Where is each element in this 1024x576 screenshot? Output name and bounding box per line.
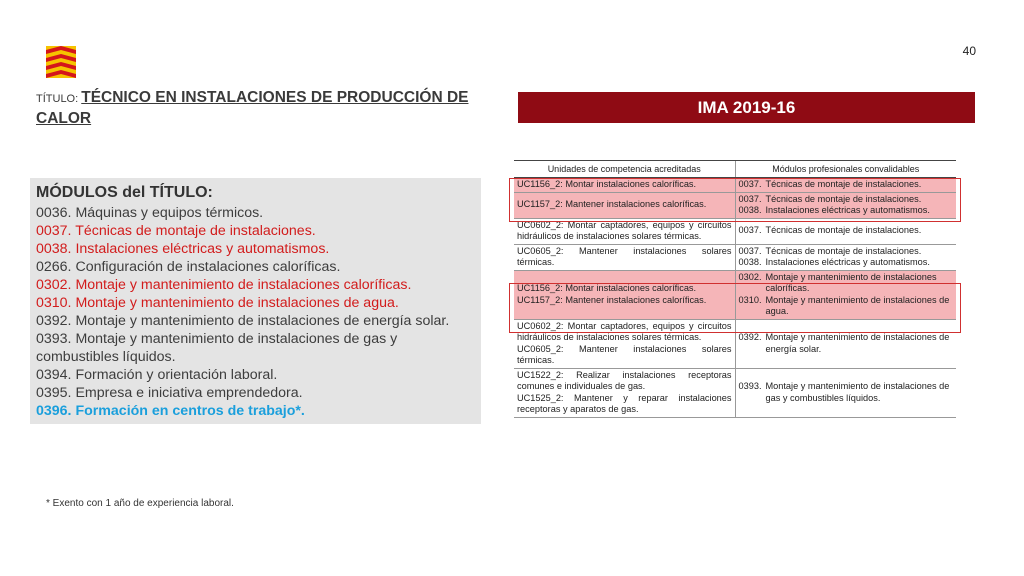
- uc-text: UC0605_2: Mantener instalaciones solares térmicas.: [517, 245, 732, 267]
- title-prefix: TÍTULO:: [36, 93, 82, 105]
- module-entry: [739, 225, 954, 237]
- module-text: Montaje y mantenimiento de instalaciones de energía solar.: [765, 332, 950, 354]
- module-code: 0037.: [738, 193, 762, 204]
- modulo-item: 0036. Máquinas y equipos térmicos.: [36, 205, 264, 221]
- code-banner: IMA 2019-16: [518, 92, 975, 123]
- module-entry: [739, 194, 954, 206]
- module-text: Técnicas de montaje de instalaciones.: [765, 245, 922, 256]
- modulos-list: [36, 204, 475, 420]
- modulo-item: 0038. Instalaciones eléctricas y automatismos.: [36, 241, 330, 257]
- title-value: TÉCNICO EN INSTALACIONES DE PRODUCCIÓN DE CALOR: [36, 89, 469, 127]
- module-cell: [735, 178, 956, 193]
- module-text: Técnicas de montaje de instalaciones.: [765, 193, 922, 204]
- module-cell: [735, 319, 956, 368]
- uc-cell: [514, 368, 735, 417]
- module-code: 0038.: [738, 205, 762, 215]
- module-code: 0037.: [738, 179, 762, 189]
- uc-cell: [514, 178, 735, 193]
- module-code: 0392.: [738, 332, 762, 342]
- module-text: Técnicas de montaje de instalaciones.: [765, 179, 922, 189]
- convalidation-table: [514, 160, 956, 418]
- module-entry: [739, 179, 954, 191]
- uc-text: UC1156_2: Montar instalaciones caloríficas.: [517, 283, 697, 293]
- page-title: [36, 88, 506, 128]
- module-text: Técnicas de montaje de instalaciones.: [765, 225, 922, 236]
- modulos-box: [30, 178, 481, 424]
- uc-cell: [514, 319, 735, 368]
- module-cell: [735, 218, 956, 244]
- module-cell: [735, 244, 956, 270]
- uc-cell: [514, 192, 735, 218]
- uc-text: UC1522_2: Realizar instalaciones receptoras comunes e individuales de gas.: [517, 369, 732, 391]
- table-row: [514, 319, 956, 368]
- modulo-item: 0393. Montaje y mantenimiento de instalaciones de gas y combustibles líquidos.: [36, 331, 398, 365]
- module-text: Montaje y mantenimiento de instalaciones de agua.: [765, 294, 950, 316]
- modulo-item: 0395. Empresa e iniciativa emprendedora.: [36, 385, 303, 401]
- uc-text: UC0602_2: Montar captadores, equipos y circuitos hidráulicos de instalaciones solares térmicas.: [517, 219, 732, 241]
- module-entry: [739, 246, 954, 258]
- module-code: 0038.: [738, 257, 762, 267]
- uc-cell: [514, 270, 735, 319]
- module-code: 0302.: [738, 271, 762, 282]
- uc-text: UC1157_2: Mantener instalaciones caloríficas.: [517, 294, 707, 305]
- modulo-item: 0266. Configuración de instalaciones caloríficas.: [36, 259, 341, 275]
- module-entry: [739, 272, 954, 295]
- module-cell: [735, 192, 956, 218]
- module-entry: [739, 381, 954, 404]
- table-header-row: [514, 161, 956, 178]
- module-text: Montaje y mantenimiento de instalaciones caloríficas.: [765, 271, 937, 293]
- module-entry: [739, 295, 954, 318]
- module-entry: [739, 332, 954, 355]
- modulo-item: 0037. Técnicas de montaje de instalaciones.: [36, 223, 316, 239]
- module-text: Instalaciones eléctricas y automatismos.: [765, 205, 930, 215]
- uc-text: UC0602_2: Montar captadores, equipos y circuitos hidráulicos de instalaciones solares térmicas.: [517, 320, 732, 342]
- module-code: 0037.: [738, 225, 762, 236]
- module-text: Montaje y mantenimiento de instalaciones de gas y combustibles líquidos.: [765, 381, 950, 403]
- modulo-item: 0392. Montaje y mantenimiento de instalaciones de energía solar.: [36, 313, 450, 329]
- uc-cell: [514, 218, 735, 244]
- uc-text: UC0605_2: Mantener instalaciones solares térmicas.: [517, 343, 732, 365]
- header-units: Unidades de competencia acreditadas: [514, 161, 735, 178]
- module-code: 0310.: [738, 294, 762, 305]
- module-cell: [735, 368, 956, 417]
- table-row: [514, 192, 956, 218]
- aragon-flag-logo: [46, 46, 76, 78]
- page-number: 40: [962, 44, 976, 58]
- header-modules: Módulos profesionales convalidables: [735, 161, 956, 178]
- module-cell: [735, 270, 956, 319]
- table-row: [514, 270, 956, 319]
- table-row: [514, 244, 956, 270]
- uc-text: UC1156_2: Montar instalaciones caloríficas.: [517, 179, 697, 189]
- modulo-item: 0394. Formación y orientación laboral.: [36, 367, 278, 383]
- module-code: 0393.: [738, 381, 762, 391]
- module-text: Instalaciones eléctricas y automatismos.: [765, 257, 930, 267]
- table-row: [514, 178, 956, 193]
- module-code: 0037.: [738, 245, 762, 256]
- modulo-item: 0310. Montaje y mantenimiento de instalaciones de agua.: [36, 295, 399, 311]
- footnote: * Exento con 1 año de experiencia laboral.: [46, 498, 234, 509]
- table-row: [514, 218, 956, 244]
- uc-text: UC1525_2: Mantener y reparar instalaciones receptoras y aparatos de gas.: [517, 392, 732, 414]
- modulo-item: 0302. Montaje y mantenimiento de instalaciones caloríficas.: [36, 277, 412, 293]
- modulo-item: 0396. Formación en centros de trabajo*.: [36, 403, 305, 419]
- module-entry: [739, 205, 954, 217]
- table-row: [514, 368, 956, 417]
- modulos-heading: MÓDULOS del TÍTULO:: [36, 184, 213, 201]
- module-entry: [739, 257, 954, 269]
- uc-cell: [514, 244, 735, 270]
- uc-text: UC1157_2: Mantener instalaciones caloríficas.: [517, 199, 707, 210]
